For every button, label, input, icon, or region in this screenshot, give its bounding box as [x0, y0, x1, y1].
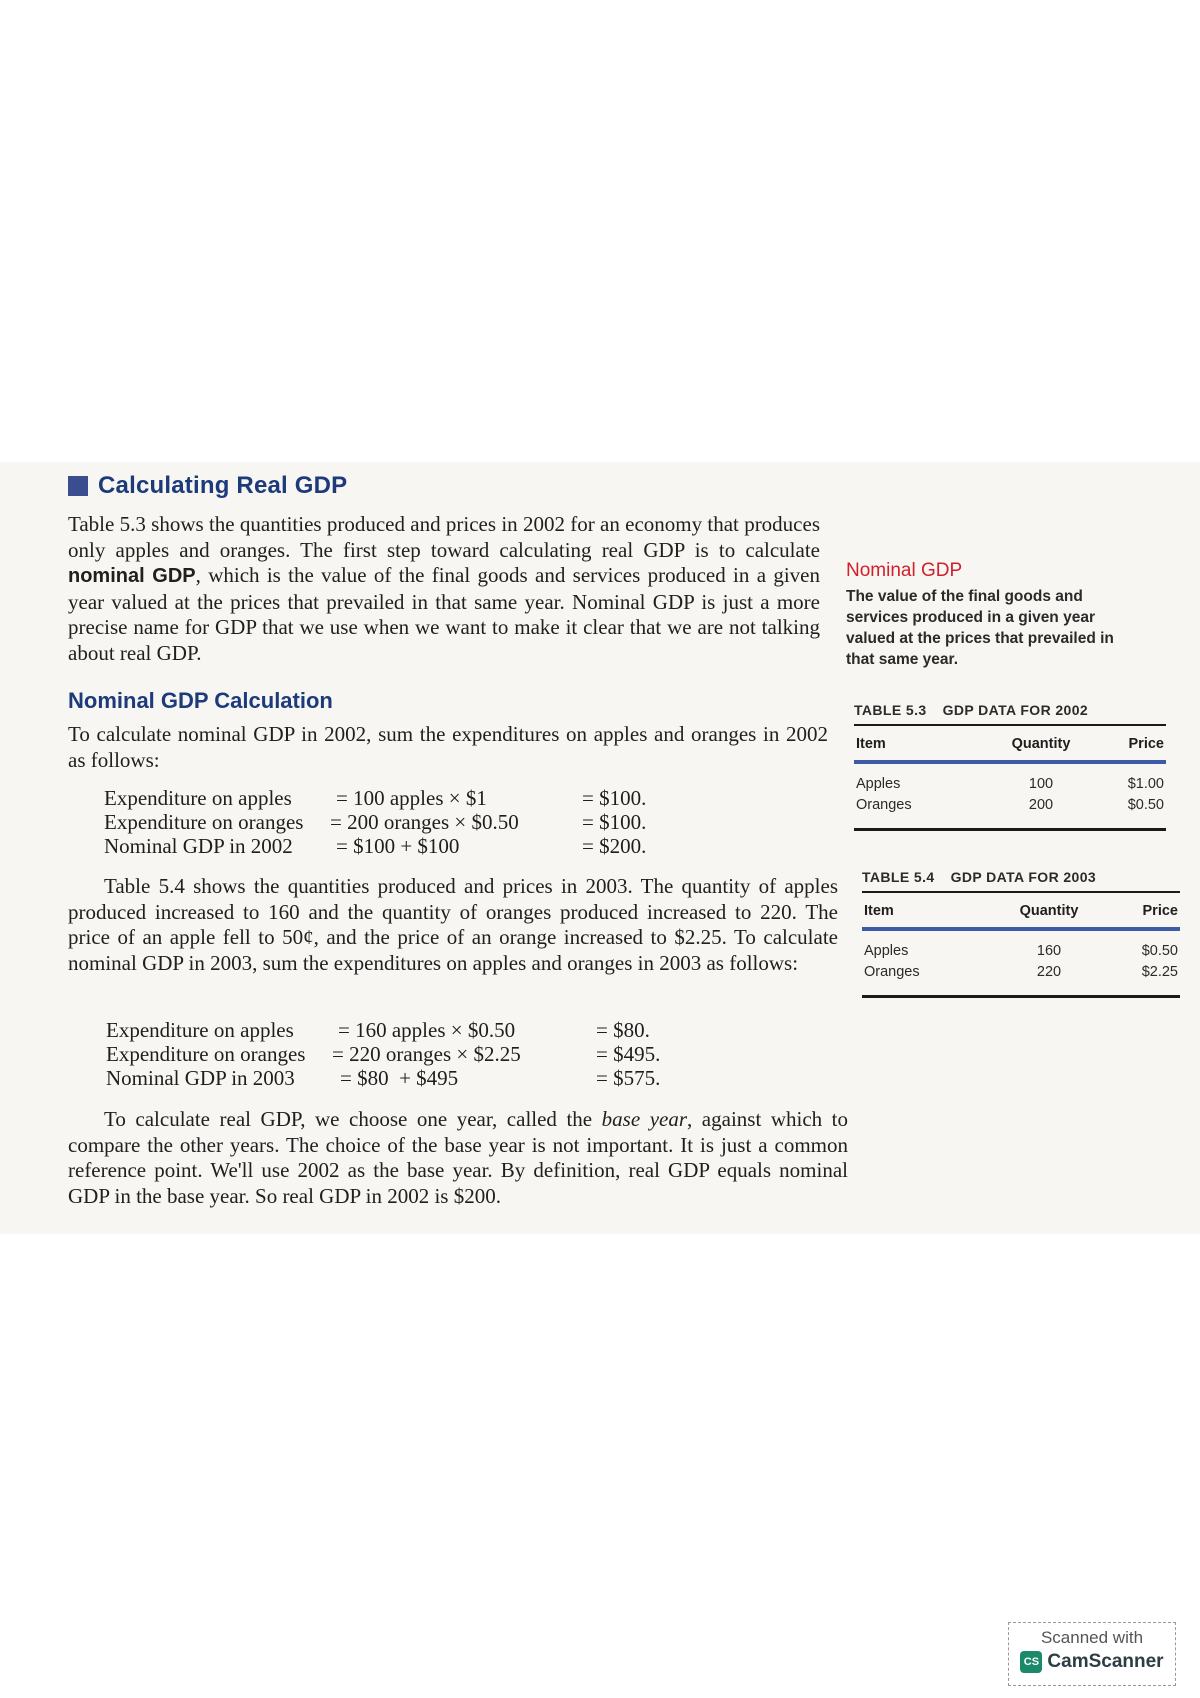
- cell-quantity: 220: [1036, 964, 1062, 980]
- table-title: GDP DATA FOR 2003: [950, 869, 1097, 885]
- cell-quantity: 100: [1028, 776, 1054, 792]
- calc-label: Expenditure on oranges: [104, 810, 304, 834]
- cell-item: Oranges: [856, 797, 912, 813]
- column-header-price: Price: [1142, 903, 1178, 919]
- calc-label: Expenditure on oranges: [106, 1042, 306, 1066]
- table-5-4: [862, 869, 1180, 998]
- camscanner-watermark: [1008, 1622, 1176, 1686]
- definition-term: Nominal GDP: [846, 560, 963, 581]
- camscanner-logo-icon: CS: [1020, 1651, 1042, 1673]
- calc-result: = $200.: [582, 834, 647, 858]
- table-row: [854, 774, 1166, 795]
- table-caption: [854, 702, 1166, 726]
- column-header-quantity: Quantity: [1019, 903, 1079, 919]
- table-row: [862, 941, 1180, 962]
- intro-text-1: Table 5.3 shows the quantities produced and prices in 2002 for an economy that produces only apples and oranges. The first step toward calculating real GDP is to calculate: [68, 512, 820, 562]
- cell-quantity: 200: [1028, 797, 1054, 813]
- calc-result: = $575.: [596, 1066, 661, 1090]
- calc-label: Expenditure on apples: [106, 1018, 294, 1042]
- table-header: [862, 893, 1180, 931]
- cell-price: $0.50: [1141, 943, 1178, 959]
- calc-row: [104, 810, 704, 834]
- table-row: [854, 795, 1166, 816]
- table-body: [854, 764, 1166, 831]
- table-row: [862, 962, 1180, 983]
- intro-text-2: , which is the value of the final goods and services produced in a given year valued at the prices that prevailed in that same year. Nominal GDP is just a more precise name for GDP that we use when we want to make it clear that we are not talking about real GDP.: [68, 563, 820, 665]
- calc-row: [106, 1066, 706, 1090]
- table-number: TABLE 5.4: [862, 869, 935, 885]
- calculation-2002: [104, 786, 704, 858]
- table-number: TABLE 5.3: [854, 702, 927, 718]
- section-bullet-icon: [68, 476, 88, 496]
- cell-price: $1.00: [1127, 776, 1164, 792]
- calc-formula: = 100 apples × $1: [336, 786, 487, 810]
- calc-row: [106, 1042, 706, 1066]
- cell-price: $2.25: [1141, 964, 1178, 980]
- table-title: GDP DATA FOR 2002: [942, 702, 1089, 718]
- lead-paragraph: To calculate nominal GDP in 2002, sum the expenditures on apples and oranges in 2002 as follows:: [68, 722, 828, 772]
- calc-result: = $100.: [582, 810, 647, 834]
- column-header-price: Price: [1128, 736, 1164, 752]
- watermark-brand: CamScanner: [1047, 1651, 1164, 1672]
- calc-formula: = 200 oranges × $0.50: [330, 810, 519, 834]
- subsection-title: Nominal GDP Calculation: [68, 688, 333, 713]
- calc-label: Nominal GDP in 2003: [106, 1066, 295, 1090]
- column-header-quantity: Quantity: [1011, 736, 1071, 752]
- cell-item: Oranges: [864, 964, 920, 980]
- intro-paragraph: [68, 512, 820, 666]
- real-text-1: To calculate real GDP, we choose one year, called the: [104, 1107, 602, 1131]
- cell-quantity: 160: [1036, 943, 1062, 959]
- calc-result: = $80.: [596, 1018, 650, 1042]
- cell-item: Apples: [856, 776, 901, 792]
- table-5-3: [854, 702, 1166, 831]
- paragraph-2003: Table 5.4 shows the quantities produced and prices in 2003. The quantity of apples produced increased to 160 and the quantity of oranges produced increased to 220. The price of an apple fell to 50¢, and the price of an orange increased to $2.25. To calculate nominal GDP in 2003, sum the expenditures on apples and oranges in 2003 as follows:: [68, 874, 838, 975]
- calc-row: [104, 834, 704, 858]
- table-caption: [862, 869, 1180, 893]
- calc-result: = $495.: [596, 1042, 661, 1066]
- section-title: Calculating Real GDP: [98, 472, 348, 499]
- calc-formula: = 160 apples × $0.50: [338, 1018, 516, 1042]
- calc-row: [104, 786, 704, 810]
- calc-formula: = $100 + $100: [336, 834, 460, 858]
- margin-definition: [846, 560, 1146, 670]
- calc-result: = $100.: [582, 786, 647, 810]
- calculation-2003: [106, 1018, 706, 1090]
- cell-item: Apples: [864, 943, 909, 959]
- section-heading: [68, 472, 347, 500]
- watermark-caption: Scanned with: [1040, 1628, 1144, 1647]
- real-text-2: , against which to compare the other years. The choice of the base year is not important. It is just a common reference point. We'll use 2002 as the base year. By definition, real GDP equals nominal GDP in the base year. So real GDP in 2002 is $200.: [68, 1107, 849, 1208]
- calc-row: [106, 1018, 706, 1042]
- column-header-item: Item: [864, 903, 894, 919]
- base-year-term: base year: [601, 1107, 688, 1131]
- table-header: [854, 726, 1166, 764]
- calc-label: Expenditure on apples: [104, 786, 292, 810]
- definition-text: The value of the final goods and services produced in a given year valued at the prices that prevailed in that same year.: [846, 588, 1114, 668]
- calc-formula: = $80 + $495: [340, 1066, 459, 1090]
- cell-price: $0.50: [1127, 797, 1164, 813]
- table-body: [862, 931, 1180, 998]
- calc-label: Nominal GDP in 2002: [104, 834, 293, 858]
- calc-formula: = 220 oranges × $2.25: [332, 1042, 521, 1066]
- intro-term-bold: nominal GDP: [68, 565, 196, 587]
- real-gdp-paragraph: [68, 1107, 848, 1209]
- column-header-item: Item: [856, 736, 886, 752]
- watermark-brand-row: [1009, 1651, 1175, 1673]
